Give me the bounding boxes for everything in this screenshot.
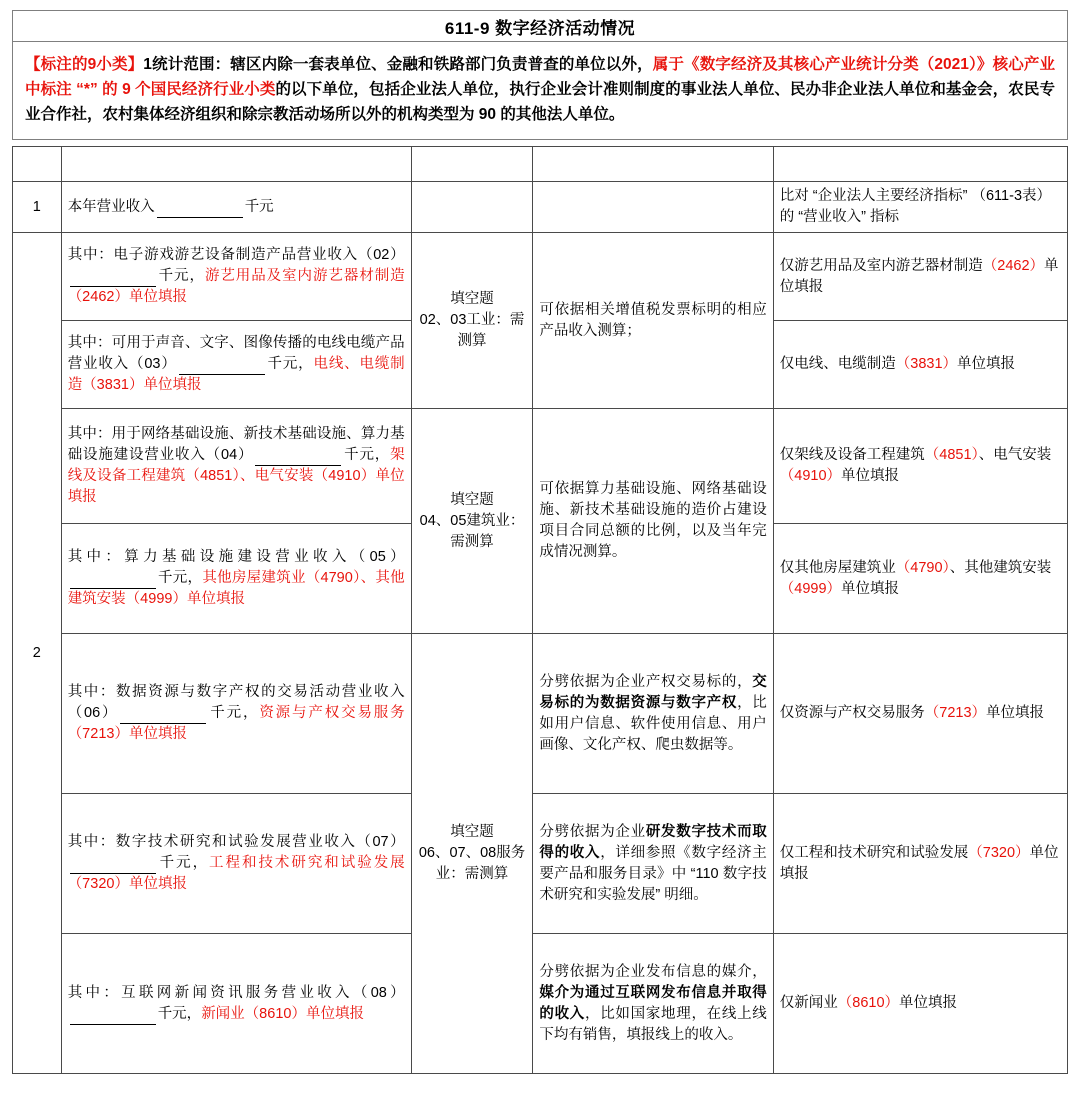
table-row (13, 934, 1068, 1074)
notice-segment: （4910） (779, 468, 842, 485)
indicator-segment: 本年营业收入 (67, 198, 155, 215)
answer-mode-cell (411, 634, 533, 1074)
answer-mode-line: 填空题 (450, 824, 494, 841)
indicator-fill-blank[interactable] (255, 452, 341, 467)
definition-segment: ，详细参照《数字经济主要产品和服务目录》中 “110 数字技术研究和实验发展” 明细。 (539, 844, 767, 903)
table-row (13, 409, 1068, 524)
definition-segment: 分劈依据为企业 (539, 823, 646, 840)
definition-segment: ，比如用户信息、软件使用信息、用户画像、文化产权、爬虫数据等。 (539, 694, 767, 753)
indicator-fill-blank[interactable] (179, 361, 265, 376)
scope-note-segment: 1统计范围：辖区内除一套表单位、金融和铁路部门负责普查的单位以外， (143, 56, 653, 73)
scope-note-box (12, 41, 1068, 140)
indicator-segment: 千元， (157, 268, 205, 285)
indicator-fill-blank[interactable] (120, 710, 206, 725)
indicator-segment: 其中：电子游戏游艺设备制造产品营业收入（02） (67, 247, 405, 264)
definition-segment: 可依据算力基础设施、网络基础设施、新技术基础设施的造价占建设项目合同总额的比例，以及当年完成情况测算。 (539, 481, 767, 561)
column-header-mode: 填答方式 (411, 147, 533, 182)
notice-cell (773, 409, 1067, 524)
indicator-segment: 千元 (244, 198, 274, 215)
answer-mode-line: 填空题 (450, 491, 494, 508)
indicator-fill-blank[interactable] (157, 203, 243, 218)
column-header-indicator: 指标 (61, 147, 411, 182)
definition-cell (533, 182, 773, 233)
notice-cell (773, 524, 1067, 634)
answer-mode-line: 04、05建筑业：需测算 (419, 512, 525, 550)
notice-cell (773, 233, 1067, 321)
notice-segment: （7213） (924, 705, 987, 722)
table-row (13, 794, 1068, 934)
indicator-segment: 其中：用于网络基础设施、新技术基础设施、算力基础设施建设营业收入（04） (67, 426, 405, 464)
notice-segment: （4851） (924, 447, 979, 464)
notice-segment: 单位填报 (899, 995, 958, 1012)
notice-cell (773, 934, 1067, 1074)
notice-segment: （4790） (895, 559, 950, 576)
definition-cell (533, 794, 773, 934)
indicator-segment: 千元， (157, 1005, 202, 1022)
indicator-segment: 千元， (157, 570, 203, 587)
indicator-segment: 资源与产权交易服务（7213）单位填报 (67, 705, 405, 743)
indicator-segment: 千元， (266, 356, 314, 373)
indicator-segment: 千元， (157, 855, 210, 872)
notice-segment: 单位填报 (779, 257, 1059, 295)
indicator-segment: 千元， (208, 705, 260, 722)
indicator-segment: 电线、电缆制造（3831）单位填报 (67, 356, 405, 394)
column-header-definition: 释义 (533, 147, 773, 182)
notice-segment: （2462） (982, 257, 1045, 274)
indicator-segment: 千元， (343, 447, 391, 464)
definition-segment: ，比如国家地理，在线上线下均有销售，填报线上的收入。 (539, 1005, 767, 1043)
indicator-cell (61, 321, 411, 409)
indicator-segment: 工程和技术研究和试验发展（7320）单位填报 (67, 855, 405, 893)
notice-segment: （7320） (968, 844, 1030, 861)
table-row (13, 233, 1068, 321)
definition-segment: 分劈依据为企业发布信息的媒介， (539, 963, 767, 980)
definition-cell (533, 409, 773, 634)
table-row (13, 634, 1068, 794)
table-row (13, 182, 1068, 233)
indicator-segment: 架线及设备工程建筑（4851）、电气安装（4910）单位填报 (67, 447, 405, 506)
answer-mode-line: 02、03工业：需测算 (419, 312, 525, 350)
answer-mode-cell (411, 182, 533, 233)
definition-cell (533, 634, 773, 794)
column-header-note: 注意事项 (773, 147, 1067, 182)
table-body (13, 182, 1068, 1074)
indicator-fill-blank[interactable] (70, 575, 156, 590)
definition-segment: 可依据相关增值税发票标明的相应产品收入测算； (539, 301, 767, 339)
indicator-fill-blank[interactable] (70, 273, 156, 288)
indicator-cell (61, 794, 411, 934)
table-header-row (13, 147, 1068, 182)
indicator-fill-blank[interactable] (70, 860, 156, 875)
indicator-segment: 其中：数字技术研究和试验发展营业收入（07） (67, 834, 405, 851)
notice-segment: 仅其他房屋建筑业 (779, 559, 896, 576)
indicator-cell (61, 634, 411, 794)
definition-segment: 分劈依据为企业产权交易标的， (539, 673, 753, 690)
notice-segment: 仅游艺用品及室内游艺器材制造 (779, 257, 983, 274)
scope-note-segment: 属于《数字经济及其核心产业统计分类（2021）》核心产业中标注 “*” 的 9 个国民经济行业小类 (25, 56, 1056, 99)
notice-segment: 仅电线、电缆制造 (779, 356, 896, 373)
notice-cell (773, 321, 1067, 409)
notice-cell (773, 794, 1067, 934)
notice-segment: 仅架线及设备工程建筑 (779, 447, 925, 464)
notice-segment: 单位填报 (841, 468, 900, 485)
page-title: 611-9 数字经济活动情况 (444, 18, 636, 38)
notice-segment: 仅资源与产权交易服务 (779, 705, 925, 722)
indicator-segment: 游艺用品及室内游艺器材制造（2462）单位填报 (67, 268, 405, 306)
definition-segment: 交易标的为数据资源与数字产权 (539, 673, 767, 711)
answer-mode-line: 06、07、08服务业：需测算 (418, 845, 526, 883)
indicator-cell (61, 182, 411, 233)
notice-segment: 单位填报 (841, 580, 900, 597)
notice-segment: （8610） (837, 995, 900, 1012)
indicator-segment: 其中：互联网新闻资讯服务营业收入（08） (67, 984, 405, 1001)
notice-segment: 单位填报 (957, 356, 1016, 373)
indicator-cell (61, 934, 411, 1074)
notice-segment: 、其他建筑安装 (949, 559, 1052, 576)
column-header-seq: 序号 (13, 147, 62, 182)
answer-mode-cell (411, 409, 533, 634)
indicator-segment: 其中：算力基础设施建设营业收入（05） (67, 549, 405, 566)
indicator-segment: 其中：数据资源与数字产权的交易活动营业收入（06） (67, 684, 405, 722)
notice-cell (773, 634, 1067, 794)
answer-mode-cell (411, 233, 533, 409)
notice-segment: 单位填报 (779, 844, 1059, 882)
digital-economy-table (12, 146, 1068, 1074)
scope-note-text (25, 52, 1055, 127)
indicator-cell (61, 524, 411, 634)
notice-segment: 仅新闻业 (779, 995, 838, 1012)
scope-note-segment: 【标注的9小类】 (25, 56, 144, 73)
notice-cell (773, 182, 1067, 233)
document-title-banner (12, 10, 1068, 41)
notice-segment: 、电气安装 (978, 447, 1052, 464)
definition-cell (533, 934, 773, 1074)
scope-note-segment: 的以下单位，包括企业法人单位，执行企业会计准则制度的事业法人单位、民办非企业法人单位和基金会，农民专业合作社，农村集体经济组织和除宗教活动场所以外的机构类型为 90 的其他法人单位。 (25, 81, 1055, 124)
definition-segment: 媒介为通过互联网发布信息并取得的收入 (539, 984, 767, 1022)
notice-segment: （4999） (779, 580, 842, 597)
indicator-cell (61, 409, 411, 524)
indicator-cell (61, 233, 411, 321)
notice-segment: （3831） (895, 356, 958, 373)
notice-segment: 单位填报 (986, 705, 1045, 722)
row-sequence-number: 1 (13, 182, 62, 233)
answer-mode-line: 填空题 (450, 291, 494, 308)
definition-segment: 研发数字技术而取得的收入 (539, 823, 767, 861)
row-sequence-number: 2 (13, 233, 62, 1074)
notice-segment: 比对 “企业法人主要经济指标” （611-3表）的 “营业收入” 指标 (779, 188, 1052, 226)
indicator-segment: 其中：可用于声音、文字、图像传播的电线电缆产品营业收入（03） (67, 335, 405, 373)
indicator-fill-blank[interactable] (70, 1010, 156, 1025)
indicator-segment: 其他房屋建筑业（4790）、其他建筑安装（4999）单位填报 (67, 570, 405, 608)
definition-cell (533, 233, 773, 409)
indicator-segment: 新闻业（8610）单位填报 (201, 1005, 364, 1022)
notice-segment: 仅工程和技术研究和试验发展 (779, 844, 969, 861)
